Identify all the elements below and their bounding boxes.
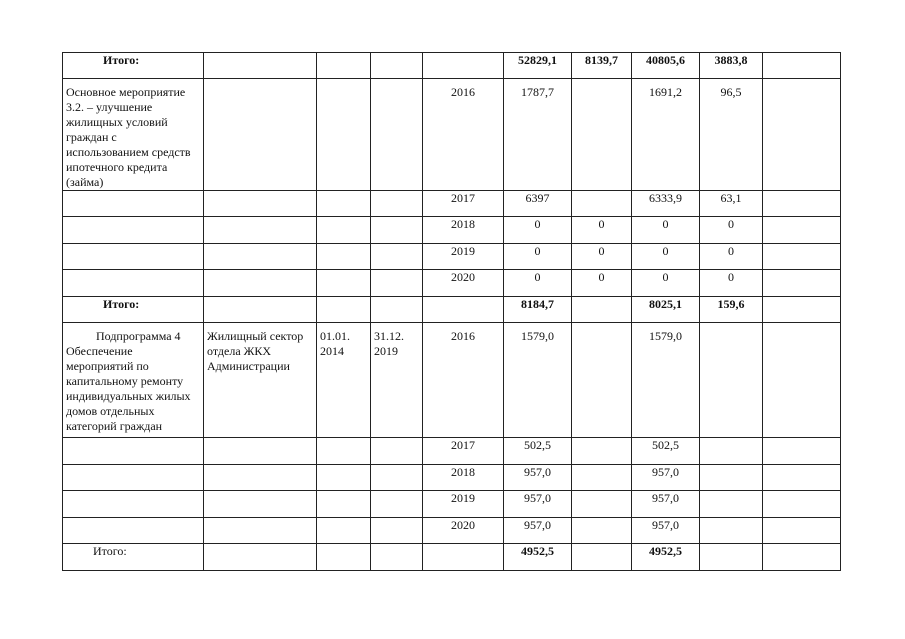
end-cell bbox=[371, 518, 423, 544]
extra-cell bbox=[763, 79, 841, 191]
federal-cell bbox=[572, 191, 632, 217]
end-cell: 31.12. 2019 bbox=[371, 323, 423, 438]
row-label bbox=[63, 244, 204, 270]
total-row bbox=[63, 53, 841, 79]
total-cell: 957,0 bbox=[504, 465, 572, 491]
federal-cell bbox=[572, 323, 632, 438]
table-row bbox=[63, 323, 841, 438]
executor-cell bbox=[204, 465, 317, 491]
total-cell: 957,0 bbox=[504, 518, 572, 544]
federal-cell: 8139,7 bbox=[572, 53, 632, 79]
end-cell bbox=[371, 244, 423, 270]
start-cell bbox=[317, 297, 371, 323]
federal-cell bbox=[572, 465, 632, 491]
extra-cell bbox=[763, 270, 841, 297]
start-cell bbox=[317, 438, 371, 465]
start-cell bbox=[317, 79, 371, 191]
year-cell bbox=[423, 544, 504, 571]
start-cell bbox=[317, 270, 371, 297]
local-cell: 0 bbox=[700, 270, 763, 297]
total-cell: 1787,7 bbox=[504, 79, 572, 191]
row-label bbox=[63, 491, 204, 518]
year-cell: 2016 bbox=[423, 323, 504, 438]
federal-cell bbox=[572, 297, 632, 323]
local-cell bbox=[700, 518, 763, 544]
executor-cell bbox=[204, 53, 317, 79]
end-cell bbox=[371, 491, 423, 518]
table-row bbox=[63, 270, 841, 297]
row-label: Итого: bbox=[63, 297, 204, 323]
federal-cell: 0 bbox=[572, 217, 632, 244]
executor-cell bbox=[204, 491, 317, 518]
table-row bbox=[63, 79, 841, 191]
federal-cell bbox=[572, 438, 632, 465]
extra-cell bbox=[763, 53, 841, 79]
local-cell bbox=[700, 465, 763, 491]
extra-cell bbox=[763, 217, 841, 244]
extra-cell bbox=[763, 438, 841, 465]
regional-cell: 0 bbox=[632, 270, 700, 297]
subprogram-name: Подпрограмма 4 Обеспечение мероприятий по капитальному ремонту индивидуальных жилых домов отдельных категорий граждан bbox=[66, 329, 191, 433]
total-cell: 52829,1 bbox=[504, 53, 572, 79]
row-label bbox=[63, 191, 204, 217]
regional-cell: 6333,9 bbox=[632, 191, 700, 217]
federal-cell: 0 bbox=[572, 244, 632, 270]
total-cell: 502,5 bbox=[504, 438, 572, 465]
total-cell: 0 bbox=[504, 217, 572, 244]
extra-cell bbox=[763, 491, 841, 518]
executor-cell bbox=[204, 297, 317, 323]
regional-cell: 0 bbox=[632, 217, 700, 244]
table-row bbox=[63, 465, 841, 491]
start-cell bbox=[317, 544, 371, 571]
end-cell bbox=[371, 297, 423, 323]
start-cell: 01.01. 2014 bbox=[317, 323, 371, 438]
extra-cell bbox=[763, 297, 841, 323]
end-cell bbox=[371, 191, 423, 217]
start-cell bbox=[317, 518, 371, 544]
start-cell bbox=[317, 217, 371, 244]
regional-cell: 4952,5 bbox=[632, 544, 700, 571]
federal-cell bbox=[572, 544, 632, 571]
year-cell bbox=[423, 53, 504, 79]
year-cell: 2017 bbox=[423, 438, 504, 465]
table-row bbox=[63, 491, 841, 518]
executor-cell bbox=[204, 544, 317, 571]
regional-cell: 502,5 bbox=[632, 438, 700, 465]
year-cell: 2020 bbox=[423, 518, 504, 544]
row-label: Основное мероприятие 3.2. – улучшение жилищных условий граждан с использованием средств ипотечного кредита (займа) bbox=[63, 79, 204, 191]
year-cell: 2017 bbox=[423, 191, 504, 217]
extra-cell bbox=[763, 244, 841, 270]
local-cell bbox=[700, 491, 763, 518]
local-cell bbox=[700, 544, 763, 571]
year-cell: 2019 bbox=[423, 491, 504, 518]
total-cell: 1579,0 bbox=[504, 323, 572, 438]
total-cell: 0 bbox=[504, 270, 572, 297]
row-label bbox=[63, 518, 204, 544]
end-cell bbox=[371, 544, 423, 571]
regional-cell: 957,0 bbox=[632, 491, 700, 518]
local-cell: 63,1 bbox=[700, 191, 763, 217]
extra-cell bbox=[763, 518, 841, 544]
row-label: Итого: bbox=[63, 544, 204, 571]
row-label bbox=[63, 323, 204, 438]
local-cell: 3883,8 bbox=[700, 53, 763, 79]
end-cell bbox=[371, 217, 423, 244]
row-label bbox=[63, 438, 204, 465]
extra-cell bbox=[763, 191, 841, 217]
regional-cell: 0 bbox=[632, 244, 700, 270]
executor-cell bbox=[204, 518, 317, 544]
end-cell bbox=[371, 270, 423, 297]
row-label bbox=[63, 465, 204, 491]
regional-cell: 8025,1 bbox=[632, 297, 700, 323]
federal-cell bbox=[572, 79, 632, 191]
executor-cell bbox=[204, 217, 317, 244]
start-cell bbox=[317, 191, 371, 217]
year-cell bbox=[423, 297, 504, 323]
executor-cell: Жилищный сектор отдела ЖКХ Администрации bbox=[204, 323, 317, 438]
federal-cell bbox=[572, 518, 632, 544]
local-cell bbox=[700, 438, 763, 465]
start-cell bbox=[317, 465, 371, 491]
total-cell: 4952,5 bbox=[504, 544, 572, 571]
year-cell: 2018 bbox=[423, 217, 504, 244]
start-cell bbox=[317, 53, 371, 79]
total-cell: 957,0 bbox=[504, 491, 572, 518]
executor-cell bbox=[204, 79, 317, 191]
extra-cell bbox=[763, 544, 841, 571]
table-row bbox=[63, 191, 841, 217]
federal-cell bbox=[572, 491, 632, 518]
regional-cell: 957,0 bbox=[632, 465, 700, 491]
end-cell bbox=[371, 438, 423, 465]
total-cell: 6397 bbox=[504, 191, 572, 217]
regional-cell: 1579,0 bbox=[632, 323, 700, 438]
row-label bbox=[63, 217, 204, 244]
total-cell: 0 bbox=[504, 244, 572, 270]
executor-cell bbox=[204, 191, 317, 217]
year-cell: 2016 bbox=[423, 79, 504, 191]
local-cell bbox=[700, 323, 763, 438]
local-cell: 0 bbox=[700, 244, 763, 270]
start-cell bbox=[317, 491, 371, 518]
regional-cell: 957,0 bbox=[632, 518, 700, 544]
total-cell: 8184,7 bbox=[504, 297, 572, 323]
year-cell: 2018 bbox=[423, 465, 504, 491]
local-cell: 96,5 bbox=[700, 79, 763, 191]
start-cell bbox=[317, 244, 371, 270]
end-cell bbox=[371, 79, 423, 191]
extra-cell bbox=[763, 465, 841, 491]
budget-table bbox=[62, 52, 841, 571]
end-cell bbox=[371, 465, 423, 491]
executor-cell bbox=[204, 270, 317, 297]
total-row bbox=[63, 297, 841, 323]
local-cell: 0 bbox=[700, 217, 763, 244]
year-cell: 2019 bbox=[423, 244, 504, 270]
regional-cell: 1691,2 bbox=[632, 79, 700, 191]
table-row bbox=[63, 244, 841, 270]
row-label: Итого: bbox=[63, 53, 204, 79]
federal-cell: 0 bbox=[572, 270, 632, 297]
table-row bbox=[63, 518, 841, 544]
row-label bbox=[63, 270, 204, 297]
total-row bbox=[63, 544, 841, 571]
regional-cell: 40805,6 bbox=[632, 53, 700, 79]
executor-cell bbox=[204, 244, 317, 270]
table-row bbox=[63, 438, 841, 465]
local-cell: 159,6 bbox=[700, 297, 763, 323]
executor-cell bbox=[204, 438, 317, 465]
extra-cell bbox=[763, 323, 841, 438]
end-cell bbox=[371, 53, 423, 79]
table-row bbox=[63, 217, 841, 244]
year-cell: 2020 bbox=[423, 270, 504, 297]
